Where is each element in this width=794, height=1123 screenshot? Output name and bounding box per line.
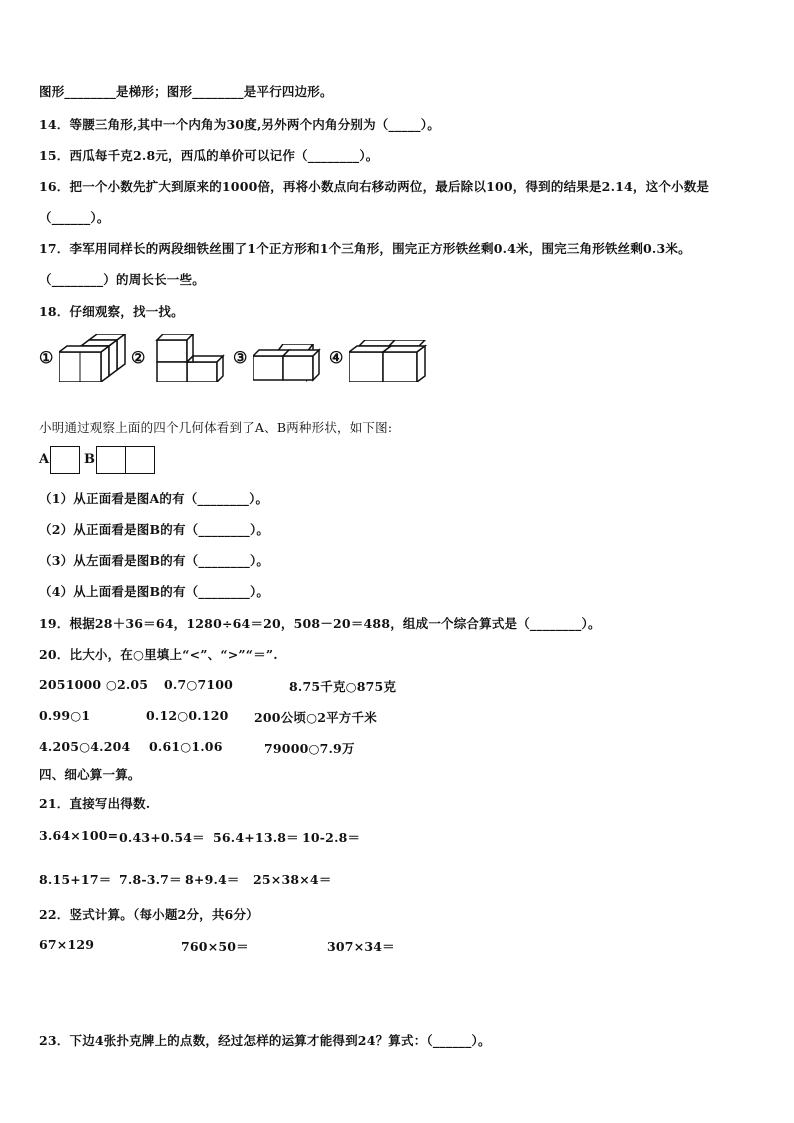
- question-22: 22．竖式计算。（每小题2分，共6分）: [39, 907, 259, 922]
- cube-figure-2: [151, 334, 227, 382]
- q21-item: 8+9.4＝: [185, 872, 240, 887]
- question-14: 14．等腰三角形,其中一个内角为30度,另外两个内角分别为（_____）。: [39, 117, 440, 132]
- q21-item: 8.15+17＝: [39, 872, 112, 887]
- q20-item: 8.75千克○875克: [289, 679, 397, 694]
- question-20: 20．比大小，在○里填上“<”、“>”“＝”.: [39, 647, 278, 662]
- q20-item: 4.205○4.204: [39, 739, 131, 754]
- cube-figure-1: [59, 334, 129, 382]
- shape-b-left-square: [96, 446, 126, 474]
- q20-item: 200公顷○2平方千米: [254, 710, 377, 725]
- question-16-line2: （______）。: [39, 210, 110, 225]
- q21-item: 0.43+0.54＝: [119, 830, 205, 845]
- shape-a-label: A: [39, 452, 50, 467]
- q20-item: 0.99○1: [39, 708, 91, 723]
- q21-item: 10-2.8＝: [302, 830, 361, 845]
- q20-item: 2051000 ○2.05: [39, 677, 149, 692]
- cube-figure-4: [349, 340, 429, 382]
- q20-item: 79000○7.9万: [264, 741, 355, 756]
- question-18-part-3: （3）从左面看是图B的有（________）。: [39, 553, 270, 568]
- question-23: 23．下边4张扑克牌上的点数，经过怎样的运算才能得到24？算式：（______）。: [39, 1033, 491, 1048]
- section-4-heading: 四、细心算一算。: [39, 767, 141, 782]
- shape-b-right-square: [125, 446, 155, 474]
- question-18-part-2: （2）从正面看是图B的有（________）。: [39, 522, 270, 537]
- q21-item: 7.8-3.7＝: [119, 872, 182, 887]
- figure-label-2: ②: [131, 348, 146, 367]
- q22-item: 760×50＝: [181, 939, 249, 954]
- question-17-line2: （________）的周长长一些。: [39, 272, 205, 287]
- q20-item: 0.7○7100: [164, 677, 234, 692]
- question-19: 19．根据28＋36＝64，1280÷64＝20，508－20＝488，组成一个综合算式是（________）。: [39, 616, 601, 631]
- question-16-line1: 16．把一个小数先扩大到原来的1000倍，再将小数点向右移动两位，最后除以100，得到的结果是2.14，这个小数是: [39, 179, 710, 194]
- question-17-line1: 17．李军用同样长的两段细铁丝围了1个正方形和1个三角形，围完正方形铁丝剩0.4米，围完三角形铁丝剩0.3米。: [39, 241, 691, 256]
- q21-item: 3.64×100=: [39, 828, 119, 843]
- q22-item: 307×34＝: [327, 939, 395, 954]
- question-18-observation: 小明通过观察上面的四个几何体看到了A、B两种形状，如下图:: [39, 420, 393, 435]
- question-15: 15．西瓜每千克2.8元，西瓜的单价可以记作（________）。: [39, 148, 379, 163]
- question-18-part-1: （1）从正面看是图A的有（________）。: [39, 491, 269, 506]
- question-21: 21．直接写出得数.: [39, 796, 151, 811]
- line-shapes-answer: 图形________是梯形；图形________是平行四边形。: [39, 84, 333, 99]
- figure-label-1: ①: [39, 348, 54, 367]
- figure-label-4: ④: [329, 348, 344, 367]
- cube-figures: [39, 334, 439, 382]
- shape-b-label: B: [84, 452, 95, 467]
- cube-figure-3: [253, 344, 323, 382]
- q20-item: 0.12○0.120: [146, 708, 229, 723]
- question-18: 18．仔细观察，找一找。: [39, 304, 184, 319]
- shape-views: [39, 446, 199, 474]
- q22-item: 67×129: [39, 937, 95, 952]
- q20-item: 0.61○1.06: [149, 739, 223, 754]
- q21-item: 25×38×4＝: [253, 872, 332, 887]
- figure-label-3: ③: [233, 348, 248, 367]
- question-18-part-4: （4）从上面看是图B的有（________）。: [39, 584, 270, 599]
- shape-a-square: [50, 446, 80, 474]
- q21-item: 56.4+13.8＝: [213, 830, 299, 845]
